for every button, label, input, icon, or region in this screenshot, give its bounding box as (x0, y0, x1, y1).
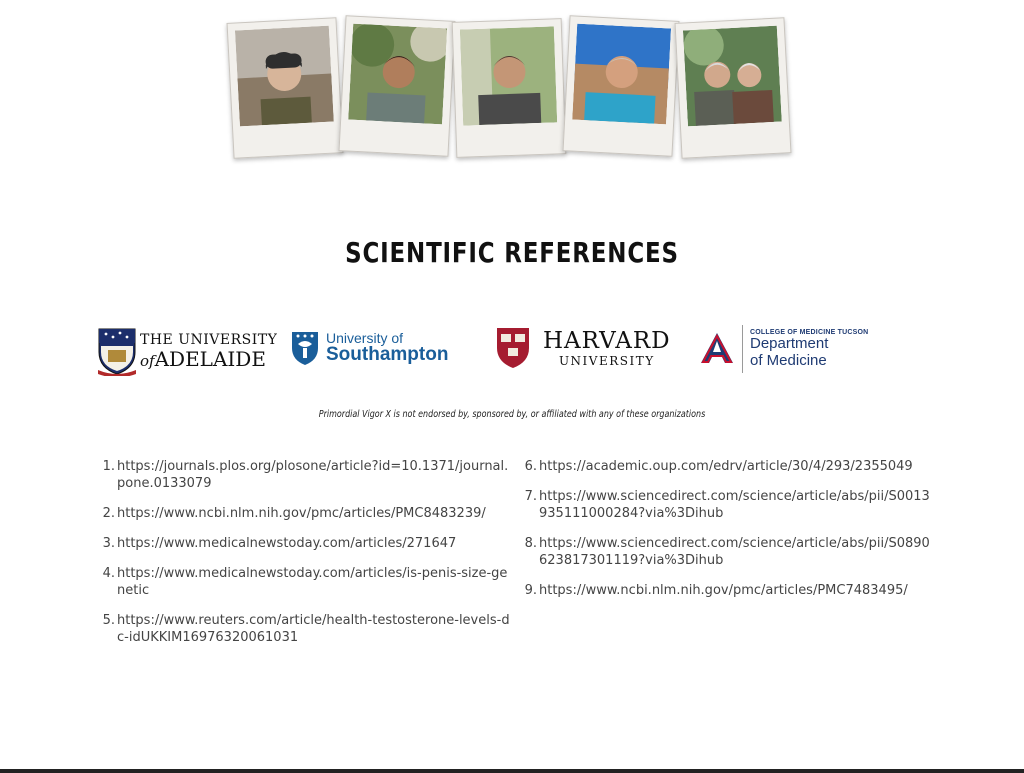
arizona-line-2: Department (750, 335, 829, 353)
photo-man-gray-shirt (460, 26, 557, 125)
polaroid-photo-4 (563, 15, 680, 157)
arizona-line-3: of Medicine (750, 351, 827, 369)
bottom-border (0, 769, 1024, 773)
reference-number: 7. (524, 489, 537, 504)
reference-number: 1. (102, 459, 115, 474)
logo-university-of-adelaide (96, 326, 277, 376)
reference-link[interactable]: https://www.ncbi.nlm.nih.gov/pmc/articles/PMC8483239/ (117, 506, 486, 521)
photo-older-couple (683, 26, 782, 127)
polaroid-photo-3 (452, 18, 567, 158)
reference-number: 4. (102, 566, 115, 581)
affiliation-disclaimer: Primordial Vigor X is not endorsed by, sponsored by, or affiliated with any of these organizations (318, 409, 706, 420)
reference-link[interactable]: https://www.medicalnewstoday.com/articles/is-penis-size-genetic (117, 566, 508, 598)
arizona-divider (742, 325, 743, 373)
arizona-a-logo-icon (698, 331, 736, 367)
arizona-line-1: COLLEGE OF MEDICINE TUCSON (750, 328, 869, 336)
southampton-line-1: University of (326, 329, 404, 346)
reference-link[interactable]: https://www.reuters.com/article/health-testosterone-levels-dc-idUKKIM16976320061031 (117, 613, 510, 645)
reference-link[interactable]: https://www.medicalnewstoday.com/articles/271647 (117, 536, 457, 551)
adelaide-of: of (140, 352, 155, 370)
southampton-line-2: Southampton (326, 344, 449, 366)
reference-item (96, 535, 511, 552)
reference-item (518, 582, 932, 599)
adelaide-line-1: THE UNIVERSITY (140, 332, 278, 348)
polaroid-photo-5 (675, 17, 792, 159)
reference-number: 2. (102, 506, 115, 521)
harvard-line-2: UNIVERSITY (558, 353, 655, 368)
polaroid-photo-2 (339, 15, 456, 157)
photo-man-smiling-outdoors (348, 24, 447, 125)
page-title: SCIENTIFIC REFERENCES (345, 236, 679, 269)
reference-item (518, 535, 932, 569)
harvard-line-1: HARVARD (543, 327, 671, 354)
reference-number: 5. (102, 613, 115, 628)
testimonial-photo-strip (226, 14, 796, 164)
photo-man-selfie-blue-shirt (572, 24, 671, 125)
reference-link[interactable]: https://www.sciencedirect.com/science/article/abs/pii/S0890623817301119?via%3Dihub (539, 536, 930, 568)
harvard-shield-icon (495, 326, 531, 370)
polaroid-photo-1 (227, 17, 344, 159)
reference-number: 6. (524, 459, 537, 474)
reference-item (96, 565, 511, 599)
reference-list-right (518, 458, 932, 612)
reference-link[interactable]: https://academic.oup.com/edrv/article/30/4/293/2355049 (539, 459, 913, 474)
adelaide-line-2: ADELAIDE (154, 347, 266, 371)
reference-item (96, 505, 511, 522)
reference-list-left (96, 458, 511, 659)
reference-number: 3. (102, 536, 115, 551)
reference-number: 9. (524, 583, 537, 598)
adelaide-crest-icon (96, 326, 138, 376)
logo-arizona-department-of-medicine (698, 325, 868, 373)
reference-link[interactable]: https://www.ncbi.nlm.nih.gov/pmc/articles/PMC7483495/ (539, 583, 908, 598)
reference-number: 8. (524, 536, 537, 551)
reference-item (518, 488, 932, 522)
reference-link[interactable]: https://journals.plos.org/plosone/article?id=10.1371/journal.pone.0133079 (117, 459, 509, 491)
southampton-crest-icon (290, 330, 320, 366)
logo-university-of-southampton (290, 330, 448, 366)
reference-link[interactable]: https://www.sciencedirect.com/science/article/abs/pii/S0013935111000284?via%3Dihub (539, 489, 930, 521)
logo-harvard-university (495, 326, 671, 370)
photo-man-beanie (235, 26, 334, 127)
reference-item (96, 458, 511, 492)
reference-item (96, 612, 511, 646)
reference-item (518, 458, 932, 475)
